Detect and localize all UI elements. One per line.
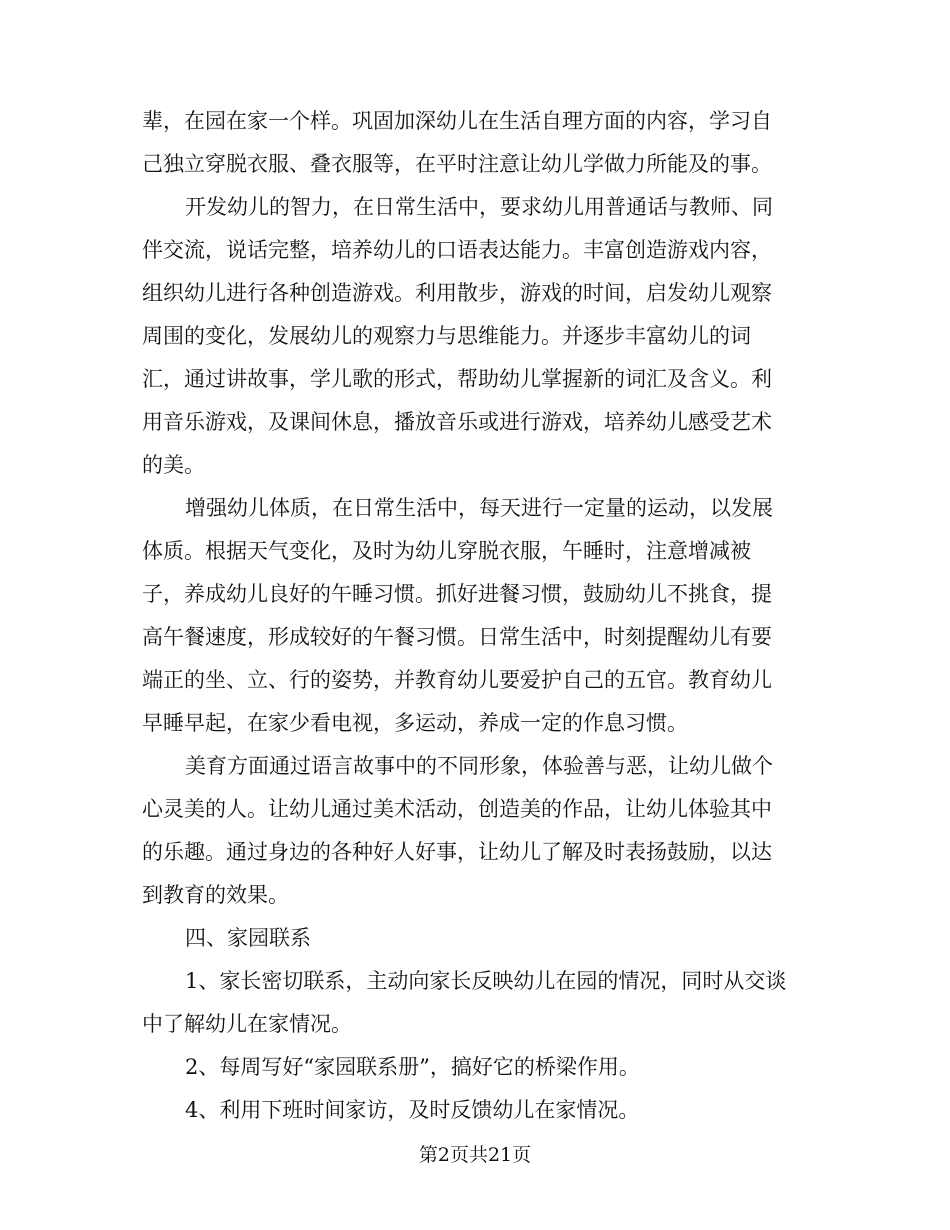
text-line: 辈，在园在家一个样。巩固加深幼儿在生活自理方面的内容，学习自	[142, 109, 772, 133]
text-line: 的乐趣。通过身边的各种好人好事，让幼儿了解及时表扬鼓励，以达	[142, 840, 772, 864]
text-line: 端正的坐、立、行的姿势，并教育幼儿要爱护自己的五官。教育幼儿	[142, 668, 772, 692]
text-line: 的美。	[142, 453, 205, 477]
text-line: 2、每周写好“家园联系册”，搞好它的桥梁作用。	[185, 1055, 640, 1079]
text-line: 1、家长密切联系，主动向家长反映幼儿在园的情况，同时从交谈	[185, 969, 787, 993]
page-number-footer: 第2页共21页	[418, 1144, 532, 1166]
document-body	[142, 100, 807, 1132]
text-line: 高午餐速度，形成较好的午餐习惯。日常生活中，时刻提醒幼儿有要	[142, 625, 772, 649]
text-line: 伴交流，说话完整，培养幼儿的口语表达能力。丰富创造游戏内容，	[142, 238, 772, 262]
text-line: 中了解幼儿在家情况。	[142, 1012, 352, 1036]
text-line: 子，养成幼儿良好的午睡习惯。抓好进餐习惯，鼓励幼儿不挑食，提	[142, 582, 772, 606]
text-line: 周围的变化，发展幼儿的观察力与思维能力。并逐步丰富幼儿的词	[142, 324, 751, 348]
text-line: 己独立穿脱衣服、叠衣服等，在平时注意让幼儿学做力所能及的事。	[142, 152, 772, 176]
text-line: 用音乐游戏，及课间休息，播放音乐或进行游戏，培养幼儿感受艺术	[142, 410, 772, 434]
text-line: 早睡早起，在家少看电视，多运动，养成一定的作息习惯。	[142, 711, 688, 735]
text-line: 4、利用下班时间家访，及时反馈幼儿在家情况。	[185, 1098, 640, 1122]
text-line: 汇，通过讲故事，学儿歌的形式，帮助幼儿掌握新的词汇及含义。利	[142, 367, 772, 391]
text-line: 心灵美的人。让幼儿通过美术活动，创造美的作品，让幼儿体验其中	[142, 797, 772, 821]
text-line: 组织幼儿进行各种创造游戏。利用散步，游戏的时间，启发幼儿观察	[142, 281, 772, 305]
text-line: 美育方面通过语言故事中的不同形象，体验善与恶，让幼儿做个	[185, 754, 773, 778]
text-line: 开发幼儿的智力，在日常生活中，要求幼儿用普通话与教师、同	[185, 195, 773, 219]
text-line: 四、家园联系	[185, 926, 311, 950]
text-line: 到教育的效果。	[142, 883, 289, 907]
text-line: 增强幼儿体质，在日常生活中，每天进行一定量的运动，以发展	[185, 496, 773, 520]
text-line: 体质。根据天气变化，及时为幼儿穿脱衣服，午睡时，注意增减被	[142, 539, 751, 563]
